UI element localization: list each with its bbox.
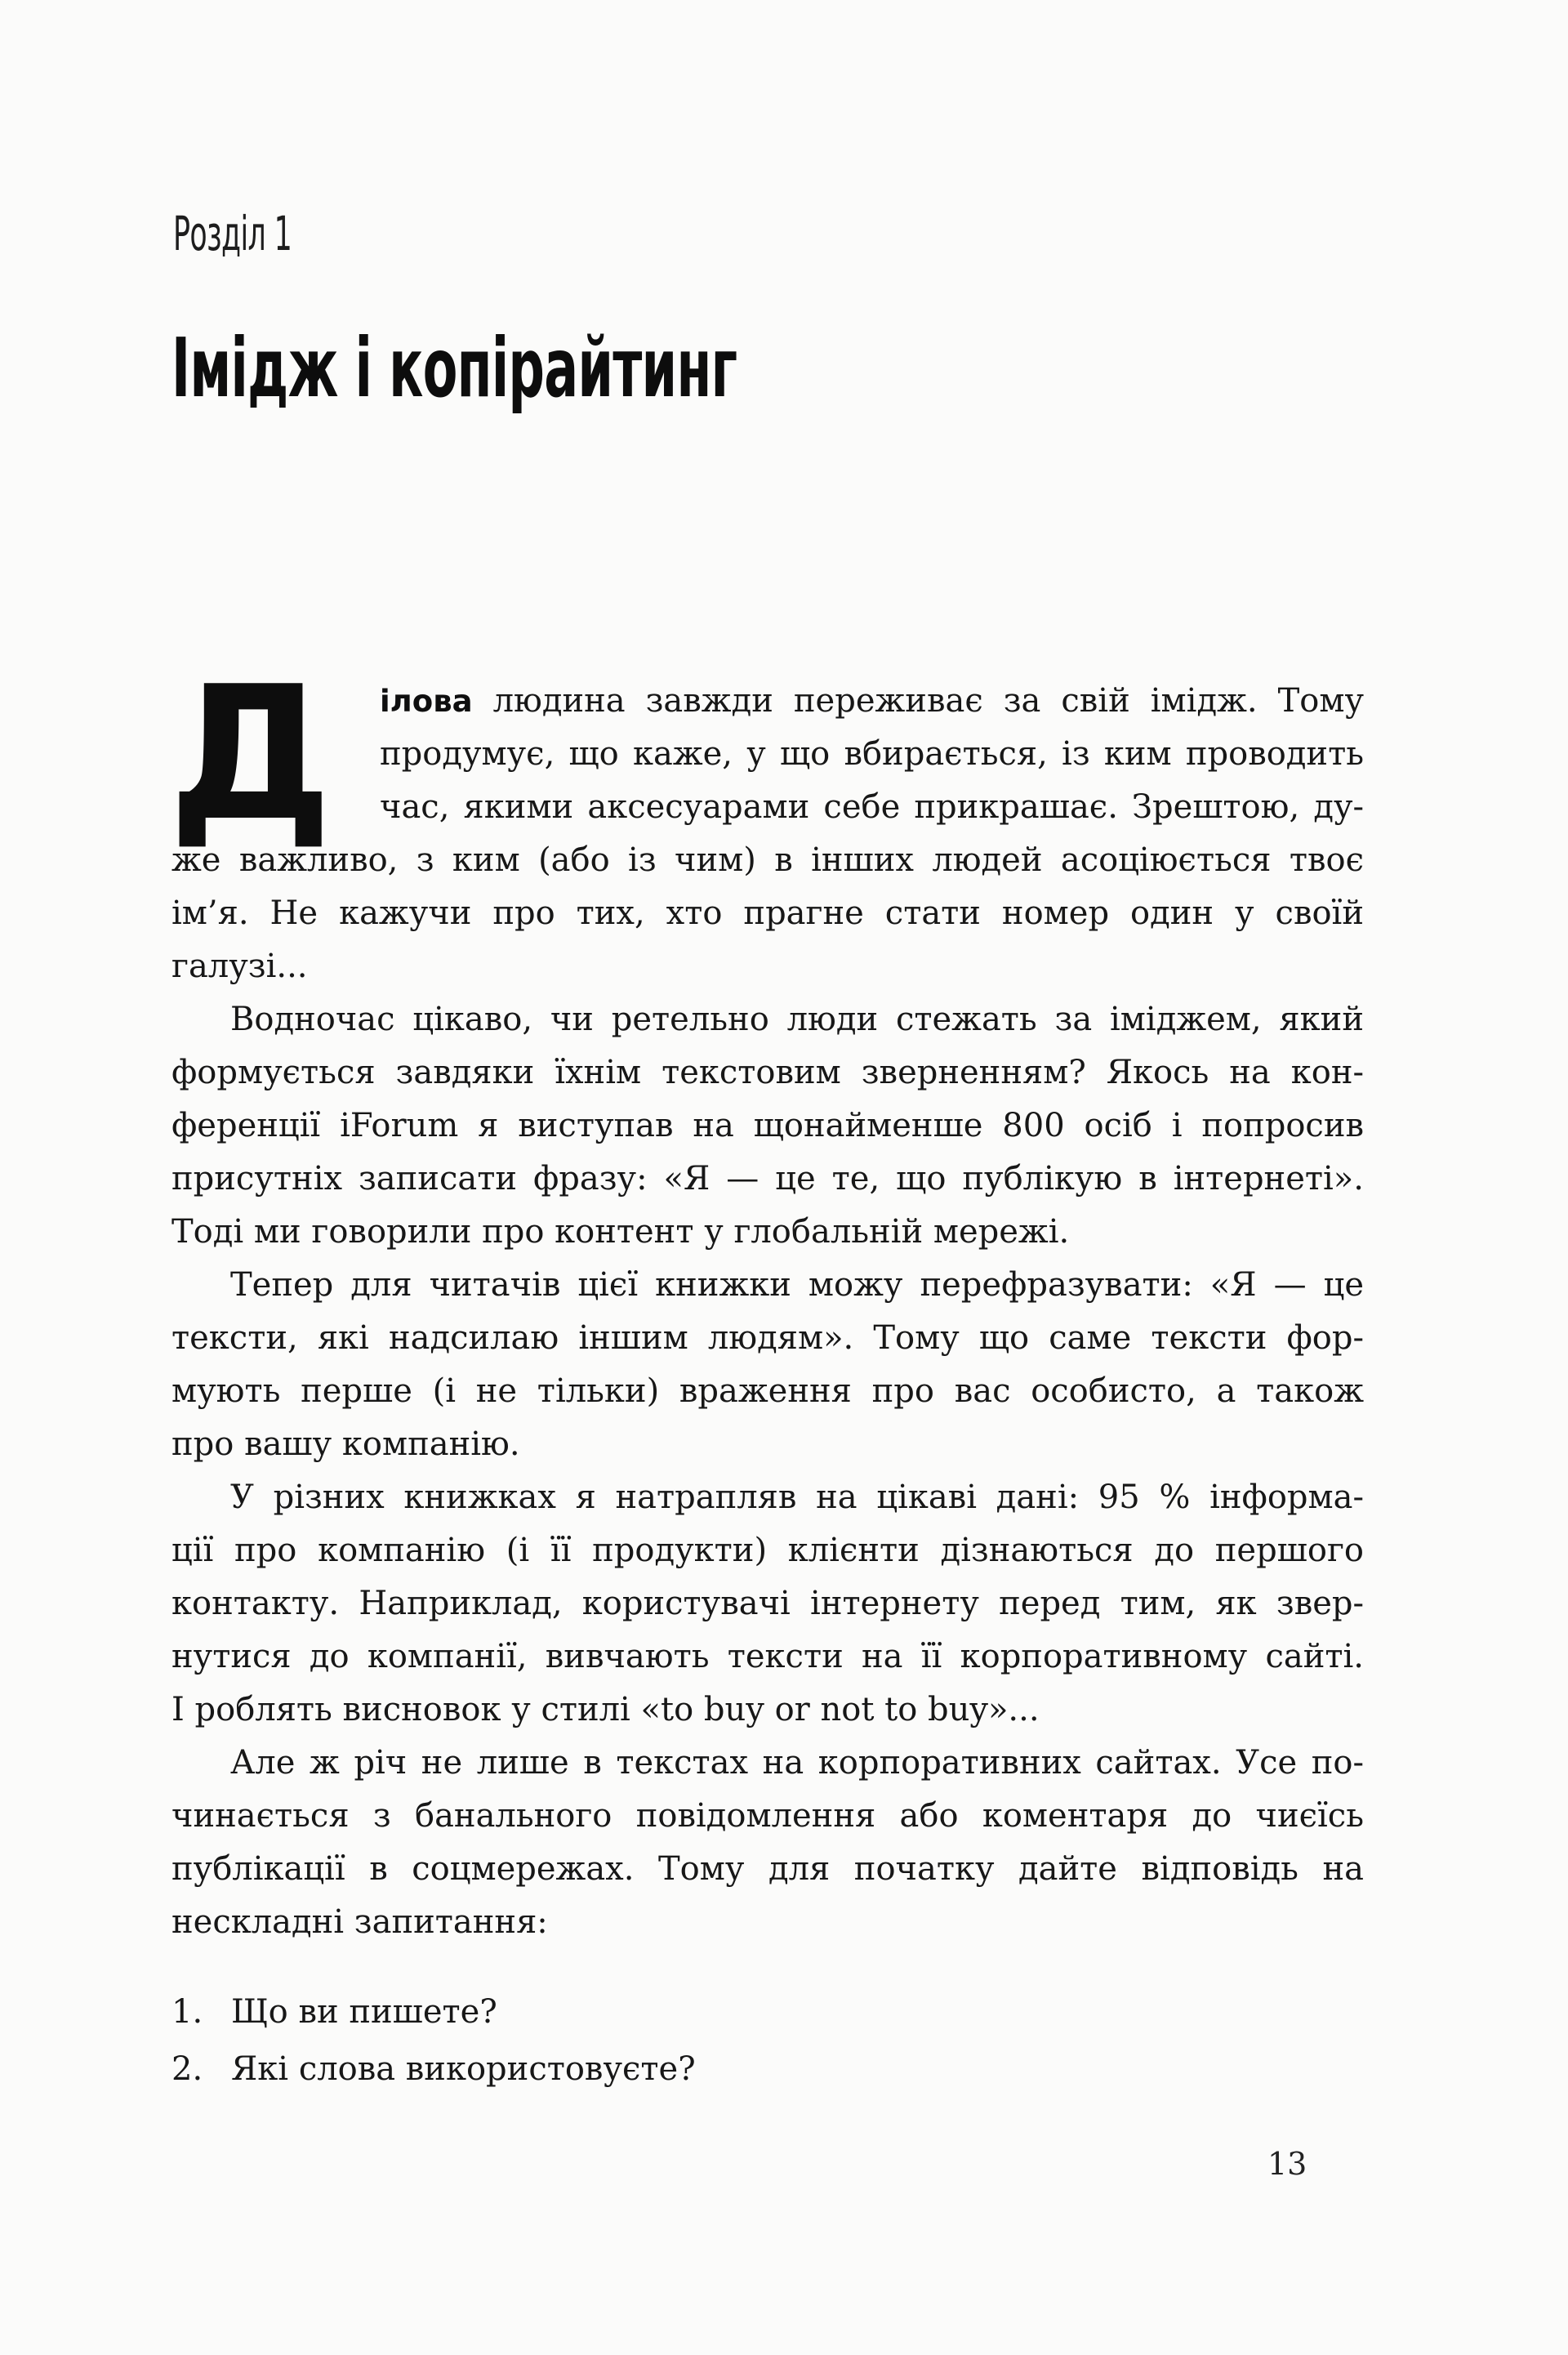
text-line: ції про компанію (і її продукти) клієнти дізнаються до першого — [172, 1532, 1364, 1569]
lead-bold-word: ілова — [380, 684, 473, 719]
paragraph — [172, 993, 1364, 1259]
text-line: У різних книжках я натрапляв на цікаві дані: 95 % інформа- — [230, 1479, 1364, 1516]
text-line: мують перше (і не тільки) враження про вас особисто, а також — [172, 1372, 1364, 1410]
text-line: чинається з банального повідомлення або коментаря до чиєїсь — [172, 1797, 1364, 1835]
text-line: галузі... — [172, 948, 308, 985]
paragraph — [172, 1737, 1364, 1949]
drop-cap-letter: Д — [168, 647, 333, 862]
text-line: продумує, що каже, у що вбирається, із ким проводить — [380, 735, 1364, 773]
text-line: Але ж річ не лише в текстах на корпоративних сайтах. Усе по- — [230, 1744, 1364, 1782]
text-line: ім’я. Не кажучи про тих, хто прагне стати номер один у своїй — [172, 894, 1364, 932]
question-text: Які слова використовуєте? — [231, 2050, 696, 2088]
text-line: формується завдяки їхнім текстовим зверненням? Якось на кон- — [172, 1054, 1364, 1091]
text-line: Тоді ми говорили про контент у глобальній мережі. — [172, 1213, 1070, 1251]
text-line: же важливо, з ким (або із чим) в інших людей асоціюється твоє — [172, 841, 1364, 879]
text-line: тексти, які надсилаю іншим людям». Тому що саме тексти фор- — [172, 1319, 1364, 1357]
text-line: публікації в соцмережах. Тому для початку дайте відповідь на — [172, 1850, 1364, 1888]
text-line: нутися до компанії, вивчають тексти на її корпоративному сайті. — [172, 1638, 1364, 1675]
text-line: Водночас цікаво, чи ретельно люди стежать за іміджем, який — [230, 1001, 1364, 1038]
text-line: нескладні запитання: — [172, 1903, 548, 1941]
text-line: І роблять висновок у стилі «to buy or not to buy»... — [172, 1691, 1040, 1728]
text-line: контакту. Наприклад, користувачі інтернету перед тим, як звер- — [172, 1585, 1364, 1622]
text-line: про вашу компанію. — [172, 1425, 520, 1463]
paragraph — [172, 675, 1364, 993]
question-text: Що ви пишете? — [231, 1993, 497, 2031]
text-line: час, якими аксесуарами себе прикрашає. Зрештою, ду- — [380, 788, 1364, 826]
question-number: 1. — [172, 1993, 203, 2031]
text-line: ілова людина завжди переживає за свій імідж. Тому — [380, 682, 1364, 720]
question-item — [172, 1983, 1364, 2041]
question-number: 2. — [172, 2050, 203, 2088]
chapter-title: Імідж і копірайтинг — [172, 320, 737, 416]
text-line: Тепер для читачів цієї книжки можу перефразувати: «Я — це — [230, 1266, 1364, 1304]
chapter-label: Розділ 1 — [173, 206, 292, 261]
paragraph — [172, 1259, 1364, 1471]
question-item — [172, 2041, 1364, 2098]
question-list — [172, 1983, 1364, 2098]
body-text — [172, 675, 1364, 1949]
page-number: 13 — [1267, 2146, 1307, 2182]
text-line: присутніх записати фразу: «Я — це те, що публікую в інтернеті». — [172, 1160, 1364, 1198]
paragraph — [172, 1471, 1364, 1737]
text-line: ференції iForum я виступав на щонайменше 800 осіб і попросив — [172, 1107, 1364, 1144]
